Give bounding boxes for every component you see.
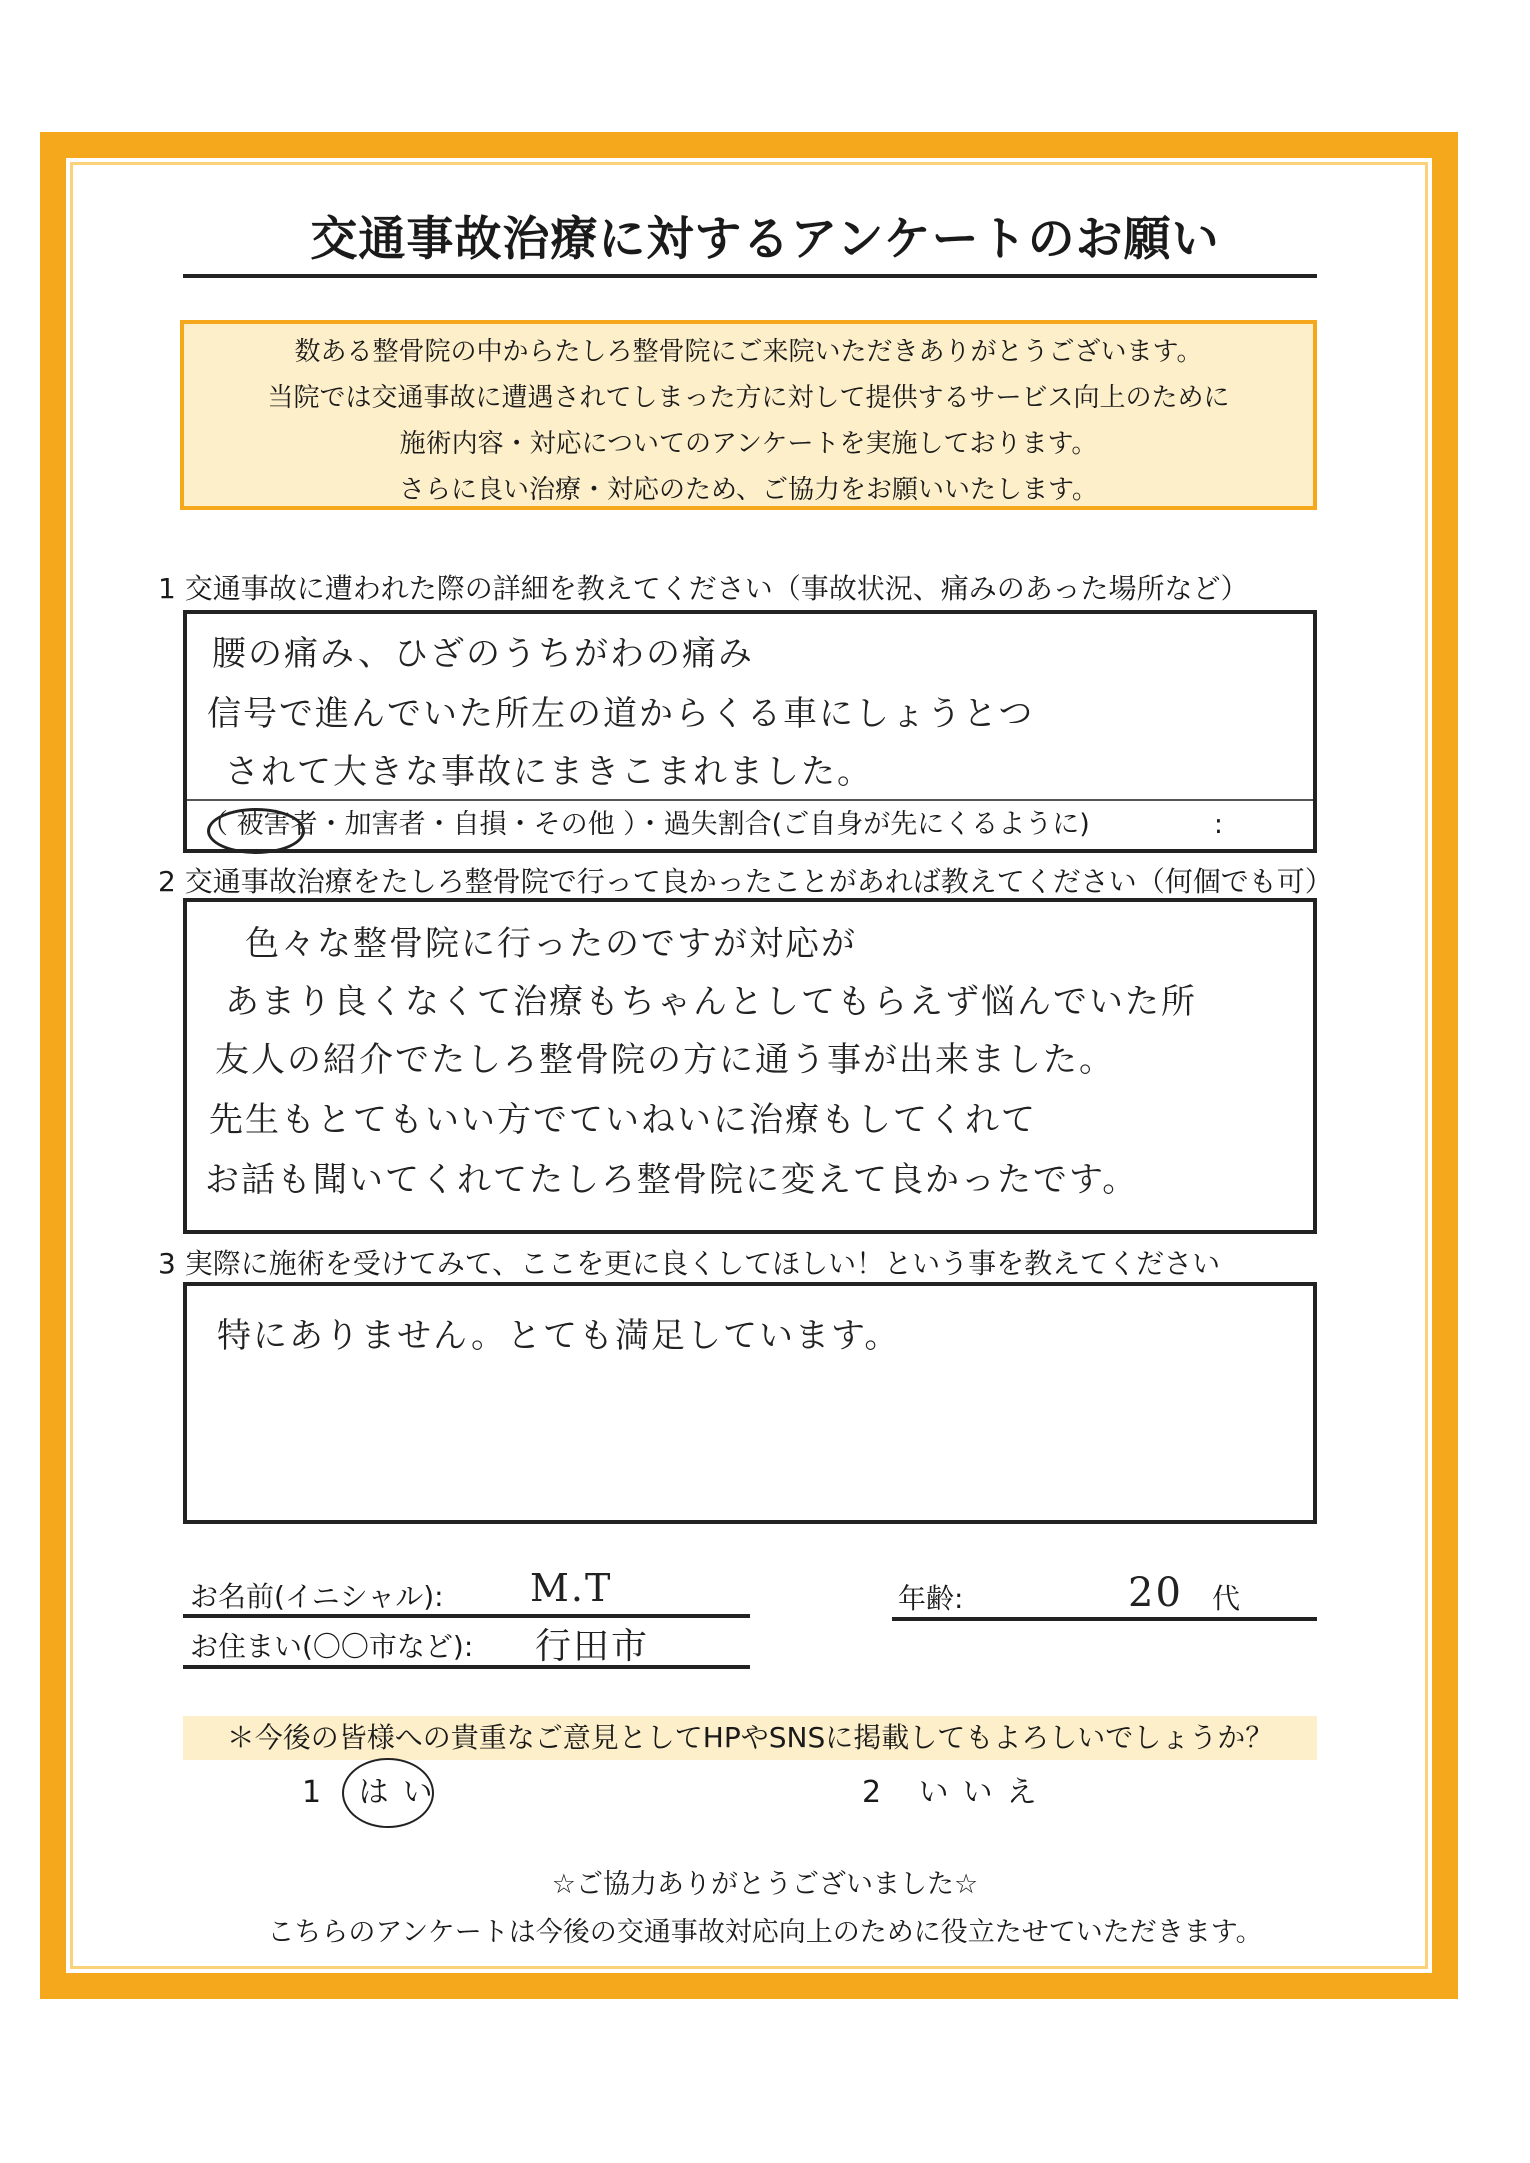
- address-value[interactable]: 行田市: [535, 1626, 650, 1667]
- age-underline: [892, 1617, 1317, 1621]
- q2-answer-box[interactable]: [183, 898, 1317, 1234]
- age-label: 年齢:: [898, 1582, 964, 1615]
- q3-answer-box[interactable]: [183, 1282, 1317, 1524]
- title-underline: [183, 274, 1317, 278]
- q1-label: 1 交通事故に遭われた際の詳細を教えてください（事故状況、痛みのあった場所など）: [158, 572, 1249, 605]
- option-yes-number: 1: [302, 1775, 336, 1810]
- thanks-line: ☆ご協力ありがとうございました☆: [551, 1869, 979, 1900]
- intro-box: [180, 320, 1317, 510]
- q2-answer-line: 色々な整骨院に行ったのですが対応が: [245, 924, 857, 964]
- name-value[interactable]: M.T: [530, 1566, 613, 1610]
- option-no[interactable]: [862, 1767, 1051, 1811]
- q2-answer-line: お話も聞いてくれてたしろ整骨院に変えて良かったです。: [205, 1160, 1139, 1200]
- intro-line: さらに良い治療・対応のため、ご協力をお願いいたします。: [399, 475, 1098, 505]
- intro-line: 数ある整骨院の中からたしろ整骨院にご来院いただきありがとうございます。: [294, 337, 1203, 367]
- q2-answer-line: あまり良くなくて治療もちゃんとしてもらえず悩んでいた所: [225, 982, 1197, 1022]
- ratio-colon: :: [1213, 809, 1223, 840]
- intro-line: 施術内容・対応についてのアンケートを実施しております。: [399, 429, 1098, 459]
- thanks-note: こちらのアンケートは今後の交通事故対応向上のために役立たせていただきます。: [267, 1917, 1263, 1948]
- q1-answer-box[interactable]: [183, 610, 1317, 853]
- option-no-number: 2: [862, 1775, 896, 1810]
- age-unit: 代: [1212, 1582, 1241, 1615]
- name-underline: [183, 1614, 750, 1618]
- age-value[interactable]: 20: [1128, 1570, 1183, 1616]
- name-label: お名前(イニシャル):: [190, 1580, 444, 1613]
- option-no-label: いいえ: [918, 1775, 1051, 1810]
- q2-answer-line: 友人の紹介でたしろ整骨院の方に通う事が出来ました。: [215, 1040, 1115, 1080]
- q2-answer-line: 先生もとてもいい方でていねいに治療もしてくれて: [209, 1100, 1037, 1140]
- q1-answer-line: されて大きな事故にまきこまれました。: [225, 752, 873, 792]
- q1-answer-line: 信号で進んでいた所左の道からくる車にしょうとつ: [207, 694, 1035, 734]
- intro-line: 当院では交通事故に遭遇されてしまった方に対して提供するサービス向上のために: [267, 383, 1230, 413]
- address-underline: [183, 1665, 750, 1669]
- q1-answer-line: 腰の痛み、ひざのうちがわの痛み: [212, 634, 755, 674]
- yes-circle-mark: [342, 1758, 434, 1828]
- survey-title: 交通事故治療に対するアンケートのお願い: [310, 212, 1220, 267]
- victim-circle-mark: [207, 808, 305, 854]
- hp-sns-question: ＊今後の皆様への貴重なご意見としてHPやSNSに掲載してもよろしいでしょうか？: [183, 1716, 1317, 1760]
- q3-answer-line: 特にありません。とても満足しています。: [217, 1316, 901, 1356]
- option-yes-label: はい: [358, 1775, 447, 1810]
- q1-role-row: [187, 799, 1313, 849]
- q2-label: 2 交通事故治療をたしろ整骨院で行って良かったことがあれば教えてください（何個でも可）: [158, 865, 1333, 898]
- role-options: （ 被害者・加害者・自損・その他 ）・過失割合(ご自身が先にくるように): [201, 809, 1090, 840]
- q3-label: 3 実際に施術を受けてみて、ここを更に良くしてほしい！という事を教えてください: [158, 1247, 1221, 1280]
- address-label: お住まい(〇〇市など):: [190, 1630, 474, 1663]
